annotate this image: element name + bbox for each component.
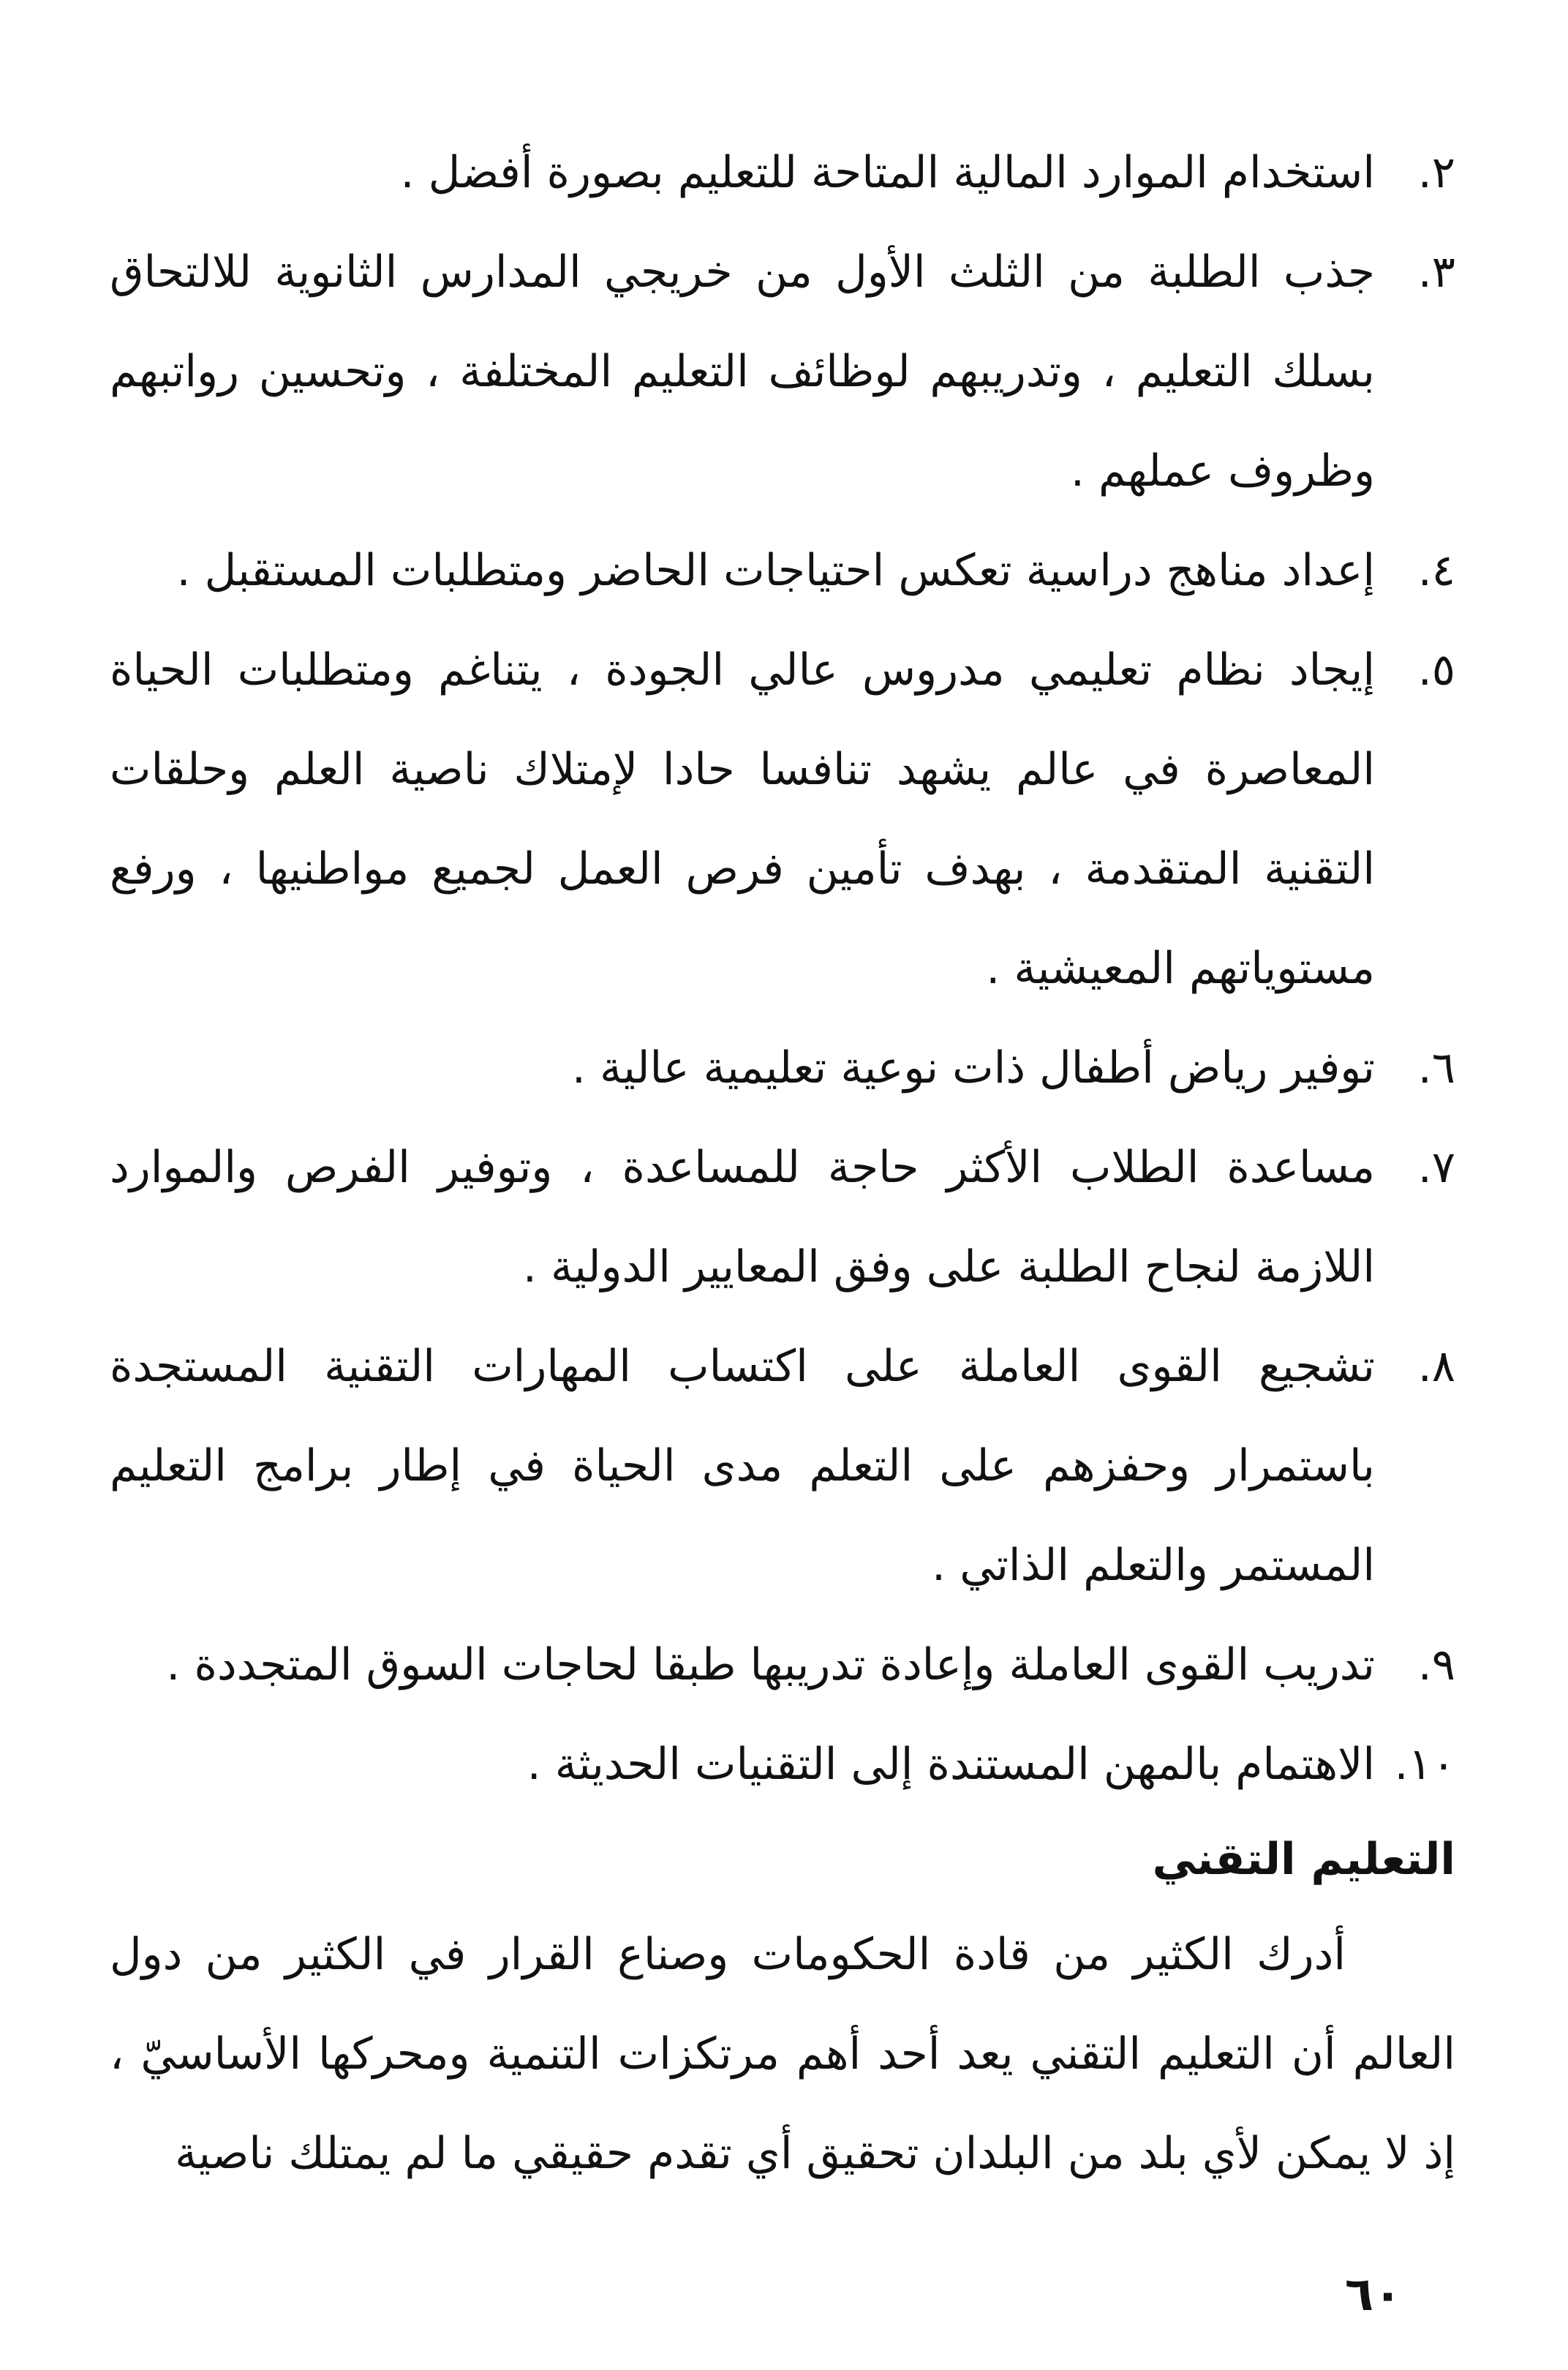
list-item (110, 1615, 1455, 1715)
list-item-text: جذب الطلبة من الثلث الأول من خريجي المدارس الثانوية للالتحاق بسلك التعليم ، وتدريبهم لوظائف التعليم المختلفة ، وتحسين رواتبهم وظروف عملهم . (110, 247, 1375, 497)
list-item (110, 123, 1455, 222)
list-item (110, 1715, 1455, 1814)
list-item-number: ٧. (1417, 1142, 1455, 1193)
list-item (110, 1317, 1455, 1615)
list-item (110, 1118, 1455, 1317)
list-item-number: ٦. (1417, 1042, 1455, 1094)
section-heading: التعليم التقني (1152, 1834, 1455, 1885)
list-item-text: تدريب القوى العاملة وإعادة تدريبها طبقا لحاجات السوق المتجددة . (166, 1639, 1375, 1690)
list-item-number: ٣. (1417, 247, 1455, 298)
page-number: ٦٠ (1344, 2268, 1403, 2322)
objectives-list (110, 123, 1455, 1814)
list-item-number: ١٠. (1394, 1739, 1455, 1790)
list-item (110, 222, 1455, 521)
text-block (110, 123, 1455, 2203)
body-paragraph: أدرك الكثير من قادة الحكومات وصناع القرار في الكثير من دول العالم أن التعليم التقني يعد أحد أهم مرتكزات التنمية ومحركها الأساسيّ ، إذ لا يمكن لأي بلد من البلدان تحقيق أي تقدم حقيقي ما لم يمتلك ناصية (110, 1929, 1455, 2179)
list-item-number: ٢. (1417, 147, 1455, 198)
list-item (110, 1018, 1455, 1118)
list-item-text: مساعدة الطلاب الأكثر حاجة للمساعدة ، وتوفير الفرص والموارد اللازمة لنجاح الطلبة على وفق المعايير الدولية . (110, 1142, 1375, 1293)
list-item-text: توفير رياض أطفال ذات نوعية تعليمية عالية . (571, 1042, 1375, 1094)
list-item-text: إيجاد نظام تعليمي مدروس عالي الجودة ، يتناغم ومتطلبات الحياة المعاصرة في عالم يشهد تنافسا حادا لإمتلاك ناصية العلم وحلقات التقنية المتقدمة ، بهدف تأمين فرص العمل لجميع مواطنيها ، ورفع مستوياتهم المعيشية . (110, 644, 1375, 994)
list-item-text: تشجيع القوى العاملة على اكتساب المهارات التقنية المستجدة باستمرار وحفزهم على التعلم مدى الحياة في إطار برامج التعليم المستمر والتعلم الذاتي . (110, 1341, 1375, 1591)
list-item-number: ٥. (1417, 644, 1455, 696)
list-item-text: إعداد مناهج دراسية تعكس احتياجات الحاضر ومتطلبات المستقبل . (176, 545, 1375, 596)
list-item-number: ٩. (1417, 1639, 1455, 1690)
list-item-text: استخدام الموارد المالية المتاحة للتعليم بصورة أفضل . (400, 147, 1375, 198)
list-item-number: ٨. (1417, 1341, 1455, 1392)
list-item (110, 521, 1455, 620)
list-item (110, 620, 1455, 1018)
list-item-text: الاهتمام بالمهن المستندة إلى التقنيات الحديثة . (527, 1739, 1375, 1790)
list-item-number: ٤. (1417, 545, 1455, 596)
